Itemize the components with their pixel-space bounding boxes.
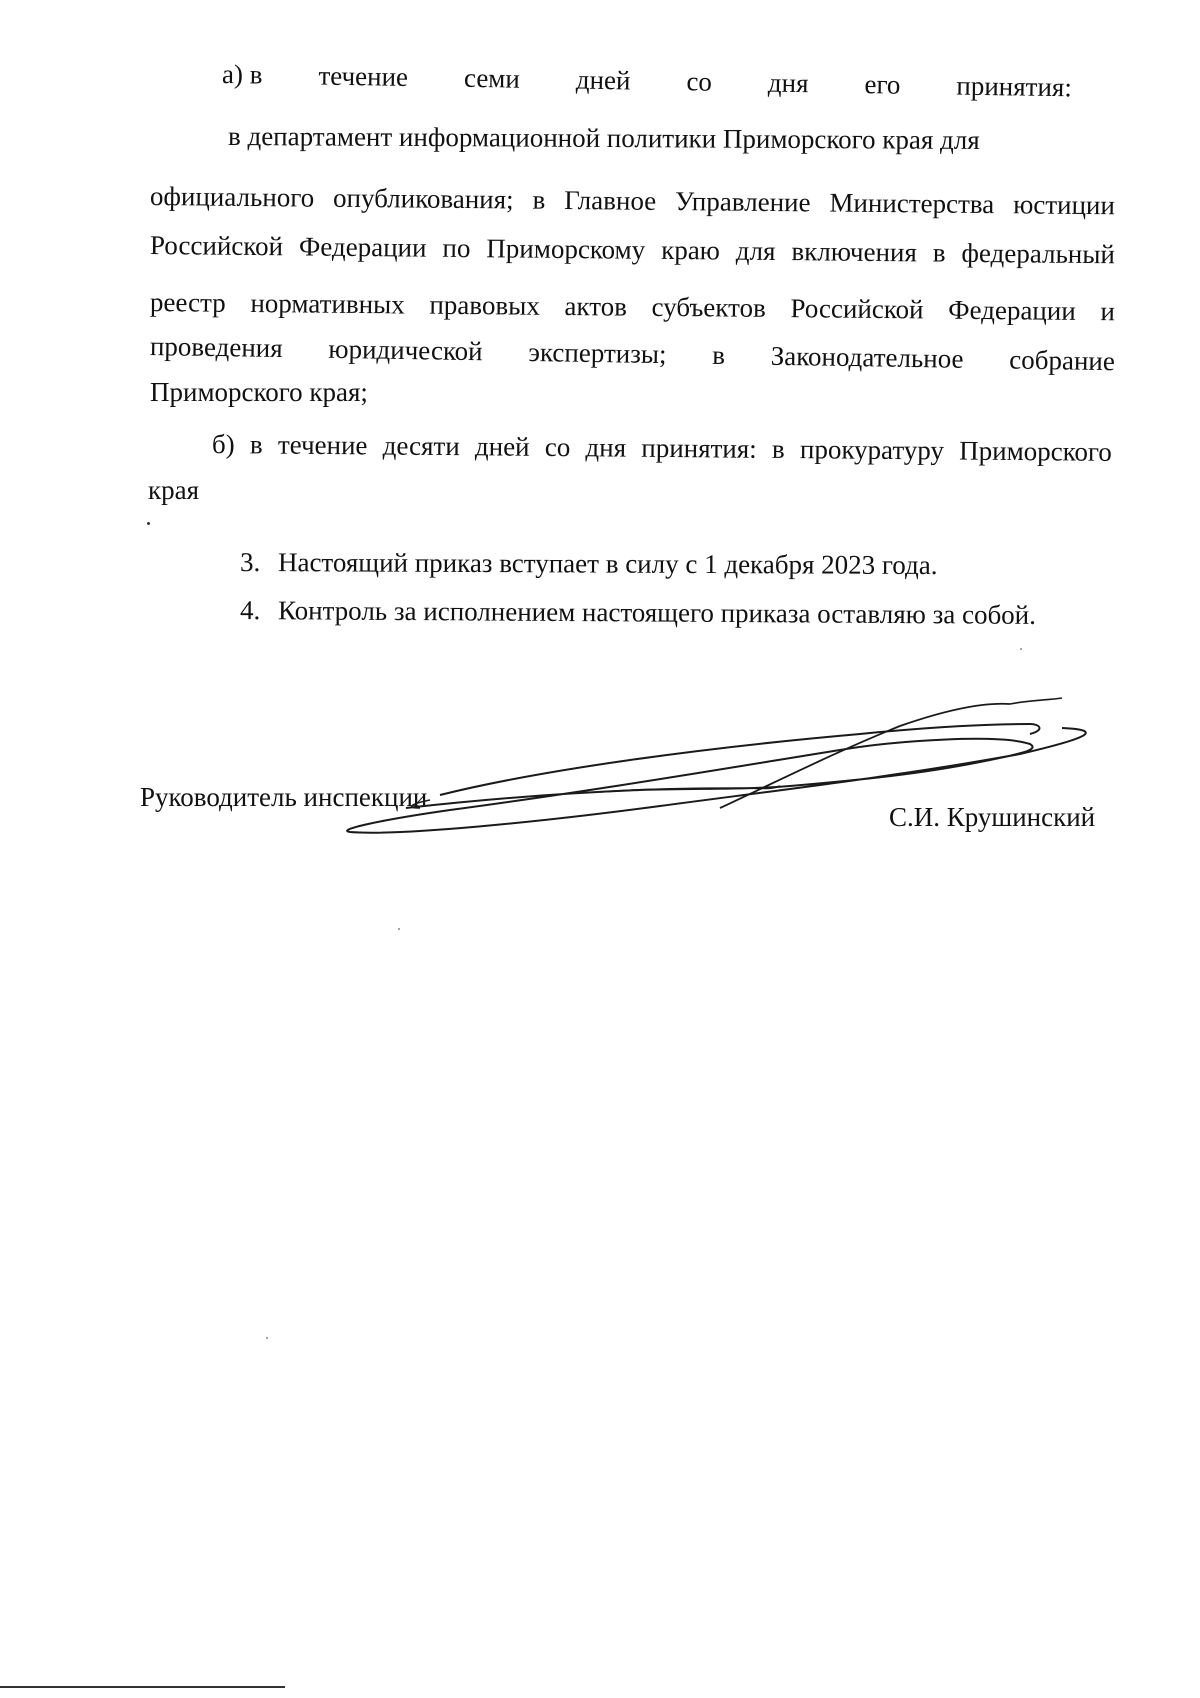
word: юстиции — [1013, 189, 1116, 221]
bottom-edge-line — [0, 1686, 285, 1688]
word: реестр — [149, 287, 226, 318]
main-line-5: Приморского края; — [150, 377, 368, 407]
scan-speck — [398, 928, 400, 930]
word: актов — [564, 290, 628, 322]
word: а) в — [221, 59, 263, 90]
word: прокуратуру — [799, 434, 945, 466]
item-text: Настоящий приказ вступает в силу с 1 декабря 2023 года. — [277, 547, 938, 581]
word: опубликования; — [332, 182, 514, 215]
para-a-line-2: в департамент информационной политики Приморского края для — [227, 121, 980, 155]
word: в — [932, 237, 946, 268]
word: Главное — [564, 184, 657, 216]
word: для — [735, 235, 776, 267]
word: принятия: — [641, 432, 757, 464]
word: собрание — [1009, 344, 1116, 377]
word: в — [532, 184, 546, 215]
word: юридической — [328, 333, 483, 367]
para-a-line-1 — [222, 58, 1072, 103]
word: Российской — [790, 293, 924, 325]
word: его — [864, 69, 901, 100]
word: Приморского — [959, 435, 1113, 467]
word: дней — [575, 64, 631, 96]
word: б) — [211, 429, 235, 460]
word: Управление — [675, 186, 811, 218]
word: дня — [585, 432, 627, 463]
para-b-line-1 — [212, 428, 1112, 468]
word: проведения — [149, 331, 283, 364]
word: со — [686, 66, 713, 97]
word: краю — [661, 234, 721, 266]
word: включения — [791, 236, 917, 268]
word: Федерации — [298, 231, 427, 263]
item-text: Контроль за исполнением настоящего приказа оставляю за собой. — [277, 595, 1037, 630]
word: семи — [463, 62, 521, 94]
word: дней — [474, 431, 530, 462]
main-line-2 — [150, 229, 1115, 270]
signer-name: С.И. Крушинский — [889, 802, 1096, 832]
word: в — [771, 433, 785, 464]
word: течение — [277, 429, 368, 461]
stray-dot — [147, 522, 150, 525]
word: субъектов — [651, 291, 766, 323]
word: правовых — [429, 289, 540, 321]
word: нормативных — [250, 287, 405, 320]
list-item-3 — [240, 546, 938, 581]
word: Приморскому — [486, 233, 646, 265]
handwritten-signature — [340, 690, 1100, 860]
word: экспертизы; — [528, 336, 667, 370]
item-number: 3. — [239, 547, 261, 578]
scan-speck — [1020, 648, 1022, 650]
word: федеральный — [961, 237, 1116, 270]
word: официального — [149, 181, 315, 213]
word: со — [544, 431, 571, 463]
word: дня — [767, 67, 809, 99]
word: Федерации — [948, 294, 1076, 326]
word: Министерства — [829, 187, 995, 220]
list-item-4 — [240, 594, 1036, 631]
item-number: 4. — [239, 595, 261, 626]
para-b-line-2: края — [148, 475, 200, 505]
word: и — [1100, 296, 1116, 327]
word: Российской — [149, 230, 284, 262]
word: течение — [318, 60, 409, 92]
word: Законодательное — [770, 340, 964, 374]
word: принятия: — [956, 70, 1073, 103]
word: в — [249, 429, 263, 460]
main-line-4 — [150, 330, 1115, 377]
word: по — [442, 232, 471, 264]
word: десяти — [382, 430, 460, 462]
scan-speck — [266, 1337, 268, 1339]
signer-position: Руководитель инспекции — [140, 782, 428, 812]
main-line-1 — [150, 180, 1115, 221]
main-line-3 — [150, 286, 1115, 327]
word: в — [712, 339, 726, 371]
